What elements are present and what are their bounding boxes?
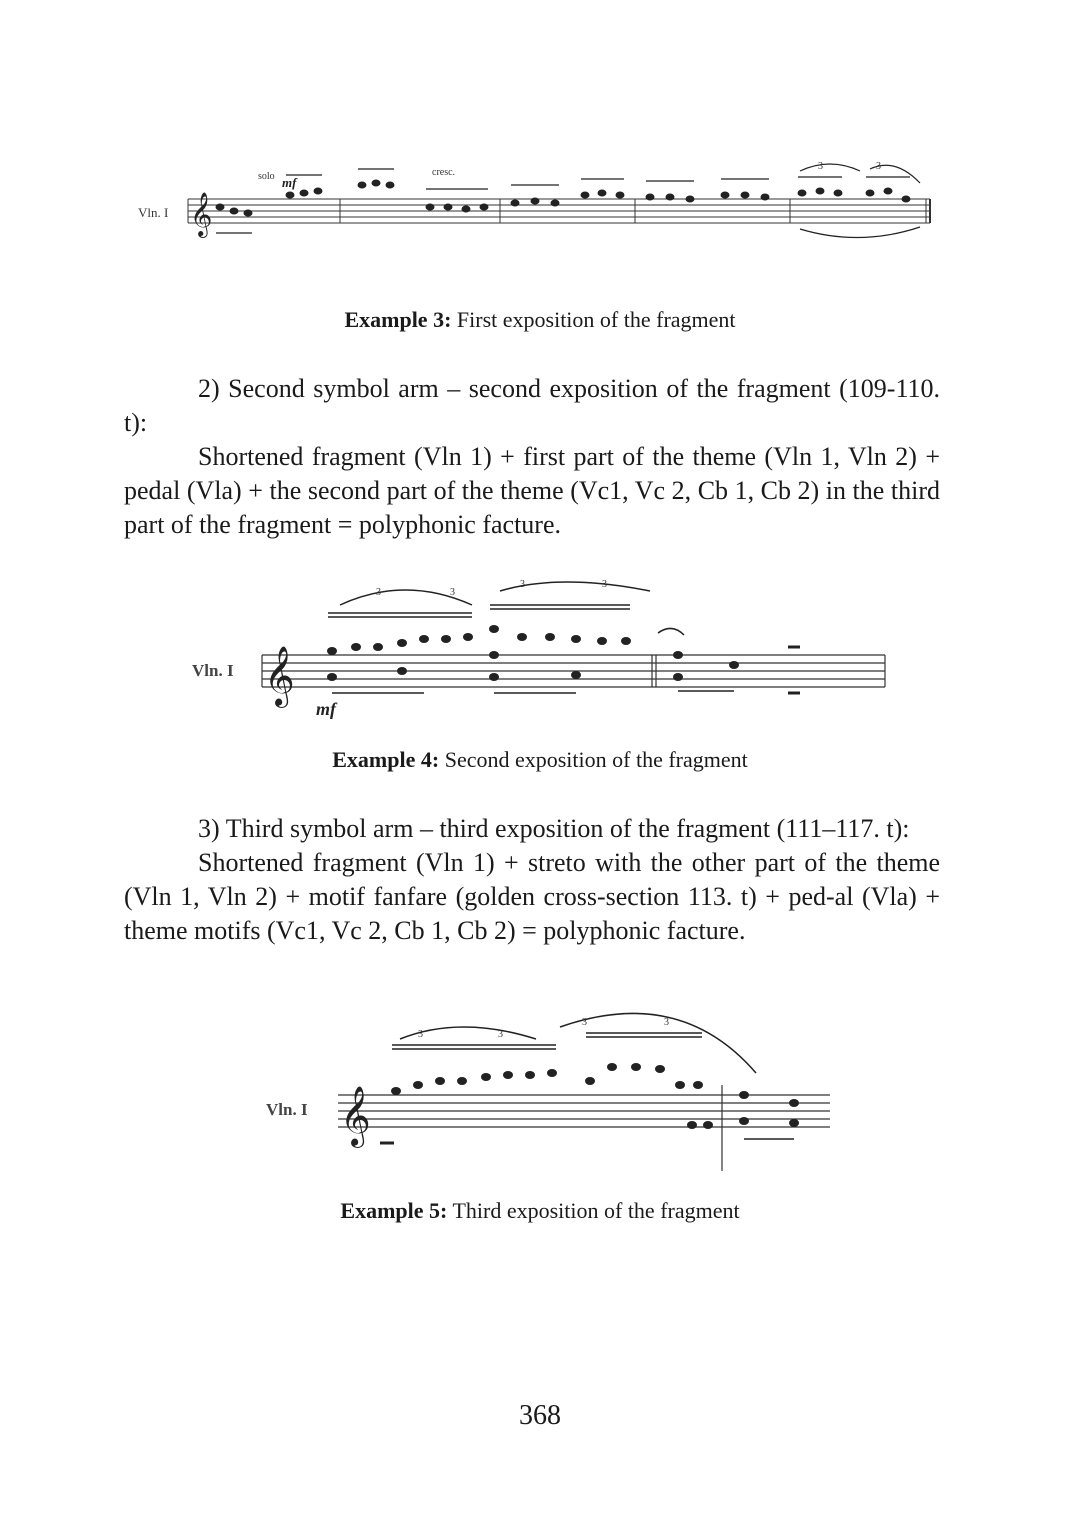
example5-caption-text: Third exposition of the fragment xyxy=(447,1198,740,1223)
example4-caption-label: Example 4: xyxy=(332,747,440,772)
example5-caption-label: Example 5: xyxy=(340,1198,448,1223)
example3-caption xyxy=(0,307,1080,333)
treble-clef-icon: 𝄞 xyxy=(264,648,295,705)
example3-dynamic-mark: mf xyxy=(282,175,297,190)
example4-tuplet-mark-3: 3 xyxy=(520,579,525,590)
example4-notes xyxy=(327,625,739,681)
example4-tuplet-mark-1: 3 xyxy=(376,587,381,598)
example4-caption xyxy=(0,747,1080,773)
example3-instrument-label: Vln. I xyxy=(138,205,169,220)
example3-solo-mark: solo xyxy=(258,171,275,182)
example4-score xyxy=(180,575,900,725)
section2-line1: 2) Second symbol arm – second exposition of the fragment (109-110. t): xyxy=(124,374,940,437)
example5-instrument-label: Vln. I xyxy=(266,1100,308,1119)
page-number: 368 xyxy=(519,1400,561,1431)
example4-dynamic-mark: mf xyxy=(316,699,336,719)
example4-caption-text: Second exposition of the fragment xyxy=(439,747,748,772)
example3-tuplet-mark-2: 3 xyxy=(876,161,881,172)
treble-clef-icon: 𝄞 xyxy=(340,1088,371,1145)
treble-clef-icon: 𝄞 xyxy=(190,194,213,236)
section3-paragraph xyxy=(124,812,940,948)
example5-score xyxy=(260,995,840,1175)
section2-line2: Shortened fragment (Vln 1) + first part of the theme (Vln 1, Vln 2) + pedal (Vla) + the second part of the theme (Vc1, Vc 2, Cb 1, Cb 2) in the third part of the fragment = polyphonic facture. xyxy=(124,442,940,539)
example3-score xyxy=(130,155,950,255)
example4-tuplet-mark-2: 3 xyxy=(450,587,455,598)
example5-tuplet-mark-1: 3 xyxy=(418,1029,423,1040)
section3-line1: 3) Third symbol arm – third exposition of the fragment (111–117. t): xyxy=(198,814,910,843)
example5-tuplet-mark-2: 3 xyxy=(498,1029,503,1040)
example3-cresc-mark: cresc. xyxy=(432,167,456,178)
section2-paragraph xyxy=(124,372,940,542)
example4-instrument-label: Vln. I xyxy=(192,661,234,680)
example5-caption xyxy=(0,1198,1080,1224)
example5-tuplet-mark-3: 3 xyxy=(582,1017,587,1028)
example4-tuplet-mark-4: 3 xyxy=(602,579,607,590)
section3-line2: Shortened fragment (Vln 1) + streto with the other part of the theme (Vln 1, Vln 2) + motif fanfare (golden cross-section 113. t) + ped-al (Vla) + theme motifs (Vc1, Vc 2, Cb 1, Cb 2) = polyphonic facture. xyxy=(124,848,940,945)
example5-tuplet-mark-4: 3 xyxy=(664,1017,669,1028)
example3-caption-label: Example 3: xyxy=(344,307,452,332)
example3-caption-text: First exposition of the fragment xyxy=(451,307,736,332)
example3-tuplet-mark-1: 3 xyxy=(818,161,823,172)
